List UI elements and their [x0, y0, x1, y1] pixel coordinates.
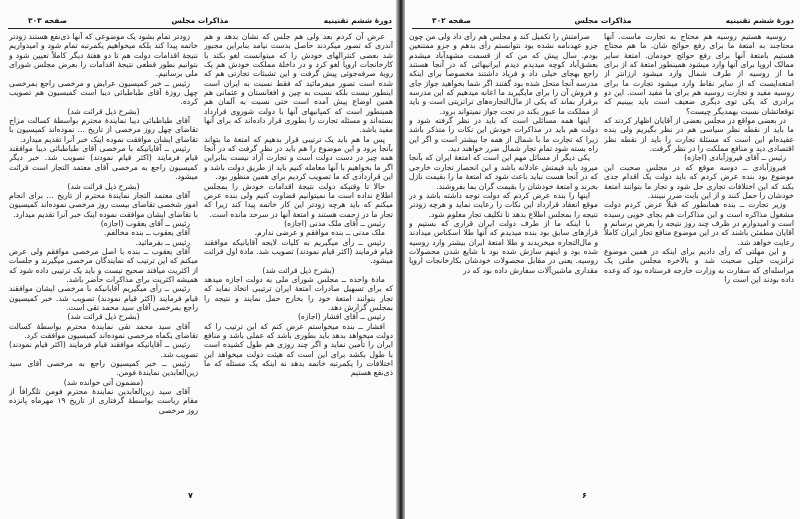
- paragraph: رئیس ــ آقای فیروزآبادی (اجازه): [684, 153, 786, 163]
- paragraph: (مضمون آتی خوانده شد): [63, 377, 144, 387]
- paragraph: (بشرح ذیل قرائت شد): [67, 181, 140, 191]
- session-title: دورهٔ ششم تقنینیه: [323, 16, 392, 25]
- paragraph: رئیس ــ آقایانیکه موافقند قیام فرمایند (اکثر قیام نمودند) تصویب شد.: [9, 340, 198, 359]
- header-rule: [412, 28, 794, 29]
- paragraph: رئیس ــ آقای ملک مدنی (اجازه): [284, 218, 385, 228]
- paragraph: حالا تا وقتیکه دولت نتیجهٔ اقدامات خودش را بمجلس اطلاع نداده است ما نمیتوانیم قضاوت کنیم ولی بنده عرض میکنم که باید هرچه زودتر این کار خاتمه پیدا کند زیرا که تجار ما در زحمت هستند و امتعهٔ آنها در سرحد مانده است.: [204, 181, 393, 219]
- paragraph: رئیس ــ آقای یعقوب (اجازه): [100, 218, 190, 228]
- page-303: [0, 0, 398, 519]
- page-header: [412, 14, 794, 27]
- paragraph: ملک مدنی ــ بنده موافقم و عرضی ندارم.: [254, 228, 385, 238]
- paragraph: زودتر تمام بشود یک موضوعی که آنها ذی‌نفع هستند زودتر خاتمه پیدا کند بلکه میخواهیم یکمرتبه تمام شود و امیدواریم نتیجهٔ اقدامات دولت هم تا دو هفتهٔ دیگر کاملاً تعیین شود و بتوانیم بطور قطعی نتیجهٔ اقدامات را بعرض مجلس شورای ملی برسانیم.: [9, 32, 198, 79]
- paragraph: رئیس ــ خبر کمیسیون راجع به مرخصی آقای سید زین‌العابدین نمایندهٔ فومن.: [9, 359, 198, 378]
- paragraph: رئیس ــ خبر کمیسیون عرایض و مرخصی راجع بمرخصی چهل روزهٔ آقای طباطبائی دیبا است کمیسیون هم تصویب کرده.: [9, 78, 198, 107]
- paragraph: عرض آن کردم بعد ولی هم جلس که نشان بدهد و هم آندری که تصور میکردند حاصل بدست نیامد بنابراین مجبور شد بعضی کنترالهای خودش را که میتوانست لغو بکند با کارخانجات اروپا لغو کرد و در داخلهٔ مملکت خودش هم یک رویهٔ صرفه‌جوئی پیش گرفت و این تشبثات تجارتی هم که شده است تصور میفرمائید که فقط نسبت به ایران است اینطور نیست بلکه نسبت به چین و افغانستان و عثمانی هم همین اوضاع پیش آمده است حتی نسبت به آلمان هم همینطور است که کمپانیهای آنها با دولت شوروی قرارداد بسته‌اند و مسئله تجارت را بطوری قرار داده‌اند که برای آنها مفید باشد.: [204, 32, 393, 135]
- paragraph: صرامتش را تکمیل کند و مجلس هم رأی داد ولی من چون جزو عهدنامه نشده بود نتوانستم رأی بدهم و جزو ممتنعین بودم. سال پیش که من که از قسمت مشهدآباد میشدم بعشق‌آباد کوچه میدیدم دیدم ایرانیهائی که در آنجا هستند راجع بهجای خیلی داد و فریاد داشتند مخصوصاً برای اینکه مدرسه آنجا متحل شده بود گفتند اگر شما بخواهید جواز جای و فروش آن را برای مایگیرید ما اعانه میدهیم که این مدرسه برقرار بماند که یکی از مال‌التجاره‌های ترانزیتی است و باید از مملکت ما عبور بکند در تحت جواز نمیتواند برود.: [409, 32, 598, 116]
- page-302: [404, 0, 800, 519]
- paragraph: رئیس ــ بفرمائید.: [135, 237, 190, 247]
- text-column-right: [604, 32, 794, 490]
- text-column-right: [204, 32, 393, 490]
- paragraph: وزیر تجارت ــ بنده همانطور که قبلاً عرض کردم دولت مشغول مذاکره است و این مذاکرات هم بجای خوبی رسیده است و امیدوارم در ظرف چند روز نتیجه را بعرض برسانم و آقایان مطمئن باشند که در این موضوع منافع تجار ایران کاملاً رعایت خواهد شد.: [604, 200, 794, 247]
- paragraph: آقای سید محمد تقی نمایندهٔ محترم بواسطهٔ کسالت تقاضای یکماه مرخصی نموده‌اند کمیسیون موافقت کرد.: [9, 321, 198, 340]
- paragraph: آقای یعقوب ــ بنده مخالفم.: [103, 228, 190, 238]
- paragraph: رئیس ــ آقای افشار (اجازه): [297, 312, 385, 322]
- page-number: ۶: [582, 491, 587, 500]
- header-rule: [8, 28, 392, 29]
- text-column-left: [409, 32, 598, 490]
- running-title: مذاکرات مجلس: [574, 16, 632, 25]
- paragraph: آقای سید زین‌العابدین نمایندهٔ محترم فومن تلگرافاً از مقام ریاست بواسطهٔ گرفتاری از تاریخ ۱۹ مهرماه پانزده روز مرخصی: [9, 387, 198, 415]
- text-column-left: [9, 32, 198, 490]
- paragraph: (بشرح ذیل قرائت شد): [67, 312, 140, 322]
- page-number: ۷: [188, 491, 193, 500]
- paragraph: فیروزآبادی ــ دوسه موقع که در مجلس صحبت این موضوع بود بنده عرض کردم که باید دولت یک اقدام جدی بکند که این اختلافات تجاری حل شود و تجار ما بتوانند امتعهٔ خودشان را حمل کنند و از این بابت ضرر نبینند.: [604, 162, 794, 200]
- page-header: [8, 14, 392, 27]
- paragraph: با اینکه ما از طرف دولت ایران قراری که بستیم و قرارهای سابق بود بنده میدیدم که آنها طلا اسکناس میدادند و مال‌التجاره میخریدند و طلا امتعهٔ ایران بیشتر وارد روسیه شده بود و اینهم سازش شده بود با شایع شدن محصولات روسیه. یعنی در مقابل محصولات خودشان بکارخانجات اروپا مقداری ماشین‌آلات سفارش داده بود که در: [409, 218, 598, 275]
- paragraph: پس ما هم باید یک ترتیبی قرار بدهیم که امتعهٔ ما بتواند بآنجا برود و این موضوع را هم باید در نظر گرفت که در آنجا همه چیز در دست دولت است و تجارت آزاد نیست بنابراین اگر ما بخواهیم با آنها معامله کنیم باید از طریق دولت باشد و این قراردادی که ما تصویب کردیم برای همین منظور بود.: [204, 134, 393, 182]
- page-label: صفحه ۳۰۲: [432, 16, 471, 25]
- paragraph: افشار ــ بنده میخواستم عرض کنم که این ترتیب را که دولت میخواهد بدهد باید بطوری باشد که عملی باشد و منافع ایران را تأمین نماید و اگر چند روزی هم طول کشیده است با طول بکشد برای این است که هیئت دولت میخواهد این اختلافات را یکمرتبه خاتمه بدهد نه اینکه یک مسئله که ما ذی‌نفع هستیم: [204, 321, 393, 378]
- paragraph: (بشرح ذیل قرائت شد): [67, 106, 140, 116]
- paragraph: آقای یعقوب ــ بنده با اصل مرخصی موافقم ولی عرض میکنم که این ترتیب که نمایندگان مرخصی میگیرند و جلسات از اکثریت میافتد صحیح نیست و باید یک ترتیبی داده شود که همیشه اکثریت برای مذاکرات حاضر باشد.: [9, 246, 198, 284]
- paragraph: (بشرح ذیل قرائت شد): [262, 265, 335, 275]
- page-label: صفحه ۳۰۳: [28, 16, 67, 25]
- running-title: مذاکرات مجلس: [171, 16, 229, 25]
- paragraph: رئیس ــ رأی میگیریم به کلیات لایحه آقایانیکه موافقند قیام فرمایند (اکثر قیام نمودند) تصویب شد. مادهٔ اول قرائت میشود.: [204, 237, 393, 266]
- paragraph: اینها را بنده عرض کردم که دولت توجه داشته باشد و در موقع انعقاد قرارداد این نکات را رعایت نماید و هرچه زودتر نتیجه را بمجلس اطلاع بدهد تا تکلیف تجار معلوم شود.: [409, 190, 598, 219]
- paragraph: آقای معتمد التجار نمایندهٔ محترم از تاریخ ... برای انجام امور شخصی تقاضای بیست روز مرخصی نموده‌اند کمیسیون با تقاضای ایشان موافقت نموده اینک خبر آنرا تقدیم میدارد.: [9, 190, 198, 219]
- paragraph: در بعضی مواقع در مجلس بعضی از آقایان اظهار کردند که ما باید از نقطه نظر سیاسی هم در نظر بگیریم ولی بنده عقیده‌ام این است که مسئلهٔ تجارت را باید از نقطه نظر اقتصادی دید و منافع مملکت را در نظر گرفت.: [604, 116, 794, 154]
- paragraph: و این مهلتی که رأی دادیم برای اینکه در همین موضوع ترانزیت خیلی صحبت شد و بالاخره مجلس ملتی یک مراسله‌ای که سفارت به وزارت خارجه فرستاده بود که وعده داده بودند این است را: [604, 246, 794, 284]
- session-title: دورهٔ ششم تقنینیه: [725, 16, 794, 25]
- paragraph: اینها همه مسائلی است که باید در نظر گرفته شود و دولت هم باید در مذاکرات خودش این نکات را متذکر باشد زیرا که تجارت ما با شمال از همه جا بیشتر است و اگر این راه بسته شود تمام تجار شمال ضرر خواهند دید.: [409, 116, 598, 154]
- paragraph: روسیه هستیم روسیه هم محتاج به تجارت ماست. آنها محتاجند به امتعهٔ ما برای رفع حوائج شان. ما هم محتاج هستیم بامتعهٔ آنها برای رفع حوائج خودمان. امتعهٔ سایر ممالک اروپا برای آنها وارد میشود همینطور امتعهٔ که از برای ما از روسیه از طرف شمال وارد میشود ارزانتر از امتعه‌ایست که از سایر نقاط وارد میشود تجارت ما برای روسیه مفید و تجارت روسیه هم برای ما مفید است. این دو برادری که یکی توی دیگری ضعیف است باید ببینیم که توقعاتشان نسبت بهمدیگر چیست؟: [604, 32, 794, 116]
- paragraph: رئیس ــ رأی میگیریم آقایانیکه با مرخصی ایشان موافقند قیام فرمایند (اکثر قیام نمودند) تصویب شد. خبر کمیسیون راجع بمرخصی آقای سید محمد تقی است.: [9, 284, 198, 312]
- paragraph: مادهٔ واحده ــ مجلس شورای ملی به دولت اجازه میدهد که برای تسهیل صادرات امتعهٔ ایران ترتیبی اتخاذ نماید که تجار بتوانند امتعهٔ خود را بخارج حمل نمایند و نتیجه را بمجلس گزارش دهد.: [204, 274, 393, 312]
- paragraph: آقای طباطبائی دیبا نمایندهٔ محترم بواسطهٔ کسالت مزاج تقاضای چهل روز مرخصی از تاریخ ... نموده‌اند کمیسیون با تقاضای ایشان موافقت نموده اینک خبر آنرا تقدیم میدارد.: [9, 116, 198, 144]
- paragraph: یکی دیگر از مسائل مهم این است که امتعهٔ ایران که بآنجا میرود باید قیمتش عادلانه باشد و این انحصار تجارت خارجی که در آنجا هست نباید باعث شود که امتعهٔ ما را بقیمت نازل بخرند و امتعهٔ خودشان را بقیمت گران بما بفروشند.: [409, 153, 598, 191]
- paragraph: رئیس ــ آقایانیکه با مرخصی آقای طباطبائی دیبا موافقند قیام فرمایند (اکثر قیام نمودند) تصویب شد. خبر دیگر کمیسیون راجع به مرخصی آقای معتمد التجار است قرائت میشود.: [9, 144, 198, 182]
